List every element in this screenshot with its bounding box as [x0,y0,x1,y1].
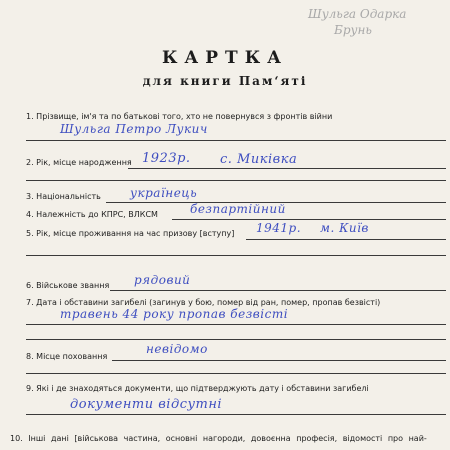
field-8-line-2 [26,373,446,374]
field-1-line [26,140,446,141]
field-2-line-2 [26,180,446,181]
field-2-place: с. Миківка [220,152,298,167]
card-title: КАРТКА [161,48,289,68]
field-5-line [246,239,446,240]
field-4-value: безпартійний [190,202,286,216]
field-3-value: українець [130,186,198,200]
field-5-line-2 [26,255,446,256]
field-9-label: 9. Які і де знаходяться документи, що підтверджують дату і обставини загибелі [26,384,369,393]
field-7-line [26,324,446,325]
field-6-label: 6. Військове звання [26,281,110,290]
field-2-label: 2. Рік, місце народження [26,158,132,167]
field-1-label: 1. Прізвище, ім'я та по батькові того, хто не повернувся з фронтів війни [26,112,333,121]
field-7-line-2 [26,339,446,340]
field-3-label: 3. Національність [26,192,101,201]
pencil-note-line2: Брунь [334,23,372,37]
field-9-value: документи відсутні [70,397,223,412]
field-2-year: 1923р. [142,151,191,166]
field-1-value: Шульга Петро Лукич [60,122,208,136]
field-7-value: травень 44 року пропав безвісті [60,307,289,321]
field-2-line [128,168,446,169]
field-8-line [112,360,446,361]
field-5-label: 5. Рік, місце проживання на час призову [вступу] [26,229,235,238]
field-7-label: 7. Дата і обставини загибелі (загинув у бою, помер від ран, помер, пропав безвісті) [26,298,381,307]
pencil-note-line1: Шульга Одарка [308,7,407,21]
pencil-note [308,6,406,38]
field-4-label: 4. Належність до КПРС, ВЛКСМ [26,210,158,219]
field-4-line [172,219,446,220]
field-8-label: 8. Місце поховання [26,352,108,361]
field-5-year: 1941р. [256,221,302,235]
field-5-place: м. Київ [320,221,369,235]
field-6-value: рядовий [134,273,191,287]
field-6-line [110,290,446,291]
field-9-line [26,414,446,415]
card-subtitle: для книги Пам‘яті [142,74,308,88]
field-10-label: 10. Інші дані [військова частина, основні нагороди, довоєнна професія, відомості про най- [10,434,427,443]
field-8-value: невідомо [146,342,208,356]
